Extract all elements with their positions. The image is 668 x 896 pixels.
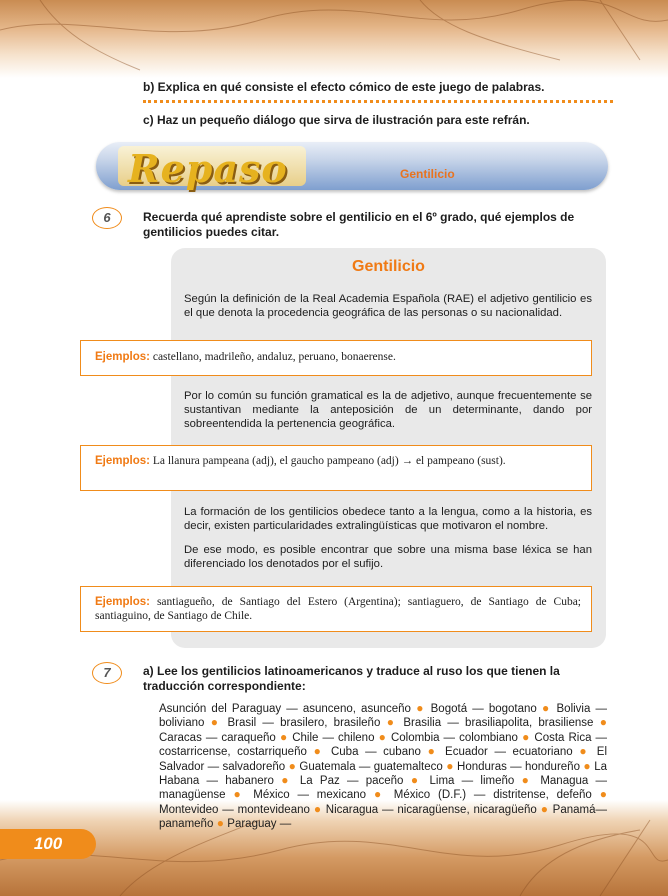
lexical-base-paragraph: De ese modo, es posible encontrar que sobre una misma base léxica se han diferenciado los denotados por el sufijo. — [184, 544, 592, 570]
banner-logo: Repaso — [128, 146, 288, 191]
gentilicio-item: Ecuador — ecuatoriano — [445, 746, 573, 759]
gentilicio-item: Costa Rica — costarricense, costarriqueño — [159, 731, 608, 759]
example-box-1 — [80, 340, 592, 376]
bullet-icon: ● — [225, 787, 254, 802]
gentilicio-item: Colombia — colombiano — [390, 731, 518, 744]
gentilicio-item: La Habana — habanero — [159, 760, 608, 788]
bullet-icon: ● — [536, 801, 553, 816]
bullet-icon: ● — [442, 758, 458, 773]
function-paragraph: Por lo común su función gramatical es la de adjetivo, aunque frecuentemente se sustantivan mediante la anteposición de un determinante, dando por sobreentendida la pertenencia geográfica. — [184, 390, 592, 430]
bullet-icon: ● — [380, 715, 404, 730]
bullet-icon: ● — [420, 744, 446, 759]
gentilicio-item: Honduras — hondureño — [457, 760, 580, 773]
bullet-icon: ● — [579, 758, 595, 773]
example-label: Ejemplos: — [95, 596, 150, 608]
gentilicio-item: Cuba — cubano — [330, 746, 421, 759]
box-title: Gentilicio — [352, 258, 425, 275]
formation-paragraph: La formación de los gentilicios obedece tanto a la lengua, como a la historia, es decir, existen particularidades extralingüísticas que motivaron el nombre. — [184, 506, 592, 532]
bullet-icon: ● — [593, 715, 608, 730]
question-b: b) Explica en qué consiste el efecto cómico de este juego de palabras. — [143, 80, 545, 94]
gentilicio-item: Caracas — caraqueño — [159, 731, 276, 744]
gentilicio-item: Bogotá — bogotano — [430, 703, 537, 715]
bullet-icon: ● — [403, 773, 430, 788]
example-box-3 — [80, 586, 592, 632]
exercise-6-marker: 6 — [92, 207, 122, 229]
banner-subtitle: Gentilicio — [400, 167, 455, 181]
question-c: c) Haz un pequeño diálogo que sirva de ilustración para este refrán. — [143, 113, 530, 127]
gentilicio-item: Nicaragua — nicaragüense, nicaragüeño — [325, 803, 537, 816]
gentilicio-item: Asunción del Paraguay — asunceno, asunceño — [159, 703, 411, 715]
bullet-icon: ● — [517, 729, 535, 744]
dotted-divider — [143, 100, 613, 103]
gentilicio-item: La Paz — paceño — [299, 775, 404, 788]
bullet-icon: ● — [572, 744, 597, 759]
gentilicio-item: México — mexicano — [253, 789, 367, 802]
bullet-icon: ● — [213, 816, 228, 831]
bullet-icon: ● — [275, 729, 293, 744]
example-label: Ejemplos: — [95, 351, 150, 363]
bullet-icon: ● — [285, 758, 300, 773]
definition-paragraph: Según la definición de la Real Academia Española (RAE) el adjetivo gentilicio es el que denota la procedencia geográfica de las personas o su nacionalidad. — [184, 293, 592, 319]
example-label: Ejemplos: — [95, 455, 150, 467]
gentilicio-item: El Salvador — salvadoreño — [159, 746, 608, 773]
bullet-icon: ● — [591, 787, 607, 802]
gentilicio-item: Paraguay — — [227, 818, 292, 831]
gentilicio-item: Brasil — brasilero, brasileño — [227, 717, 381, 730]
bullet-icon: ● — [366, 787, 394, 802]
bullet-icon: ● — [306, 744, 331, 759]
example-text: La llanura pampeana (adj), el gaucho pampeano (adj) → el pampeano (sust). — [152, 455, 506, 467]
exercise-7-text: a) Lee los gentilicios latinoamericanos y traduce al ruso los que tienen la traducción correspondiente: — [143, 664, 560, 693]
gentilicios-list — [159, 702, 607, 832]
gentilicio-item: Managua — managüense — [159, 775, 608, 802]
gentilicio-item: México (D.F.) — distritense, defeño — [393, 789, 592, 802]
gentilicio-item: Brasilia — brasiliapolita, brasiliense — [403, 717, 594, 730]
gentilicio-item: Bolivia — boliviano — [159, 703, 607, 730]
exercise-7-marker: 7 — [92, 662, 122, 684]
bullet-icon: ● — [204, 715, 228, 730]
gentilicio-item: Guatemala — guatemalteco — [299, 760, 443, 773]
bullet-icon: ● — [374, 729, 391, 744]
bullet-icon: ● — [273, 773, 300, 788]
example-text: santiagueño, de Santiago del Estero (Argentina); santiaguero, de Santiago de Cuba; santiaguino, de Santiago de Chile. — [95, 596, 582, 622]
gentilicio-item: Panamá— panameño — [159, 803, 608, 831]
bullet-icon: ● — [410, 701, 431, 715]
gentilicio-item: Lima — limeño — [429, 775, 515, 788]
gentilicio-item: Chile — chileno — [292, 731, 375, 744]
bullet-icon: ● — [514, 773, 541, 788]
exercise-6-text: Recuerda qué aprendiste sobre el gentilicio en el 6º grado, qué ejemplos de gentilicios puedes citar. — [143, 210, 575, 239]
bullet-icon: ● — [536, 701, 557, 715]
page-number: 100 — [0, 829, 96, 859]
example-text: castellano, madrileño, andaluz, peruano, bonaerense. — [152, 351, 396, 363]
bullet-icon: ● — [309, 801, 326, 816]
example-box-2 — [80, 445, 592, 491]
gentilicio-item: Montevideo — montevideano — [159, 803, 310, 816]
